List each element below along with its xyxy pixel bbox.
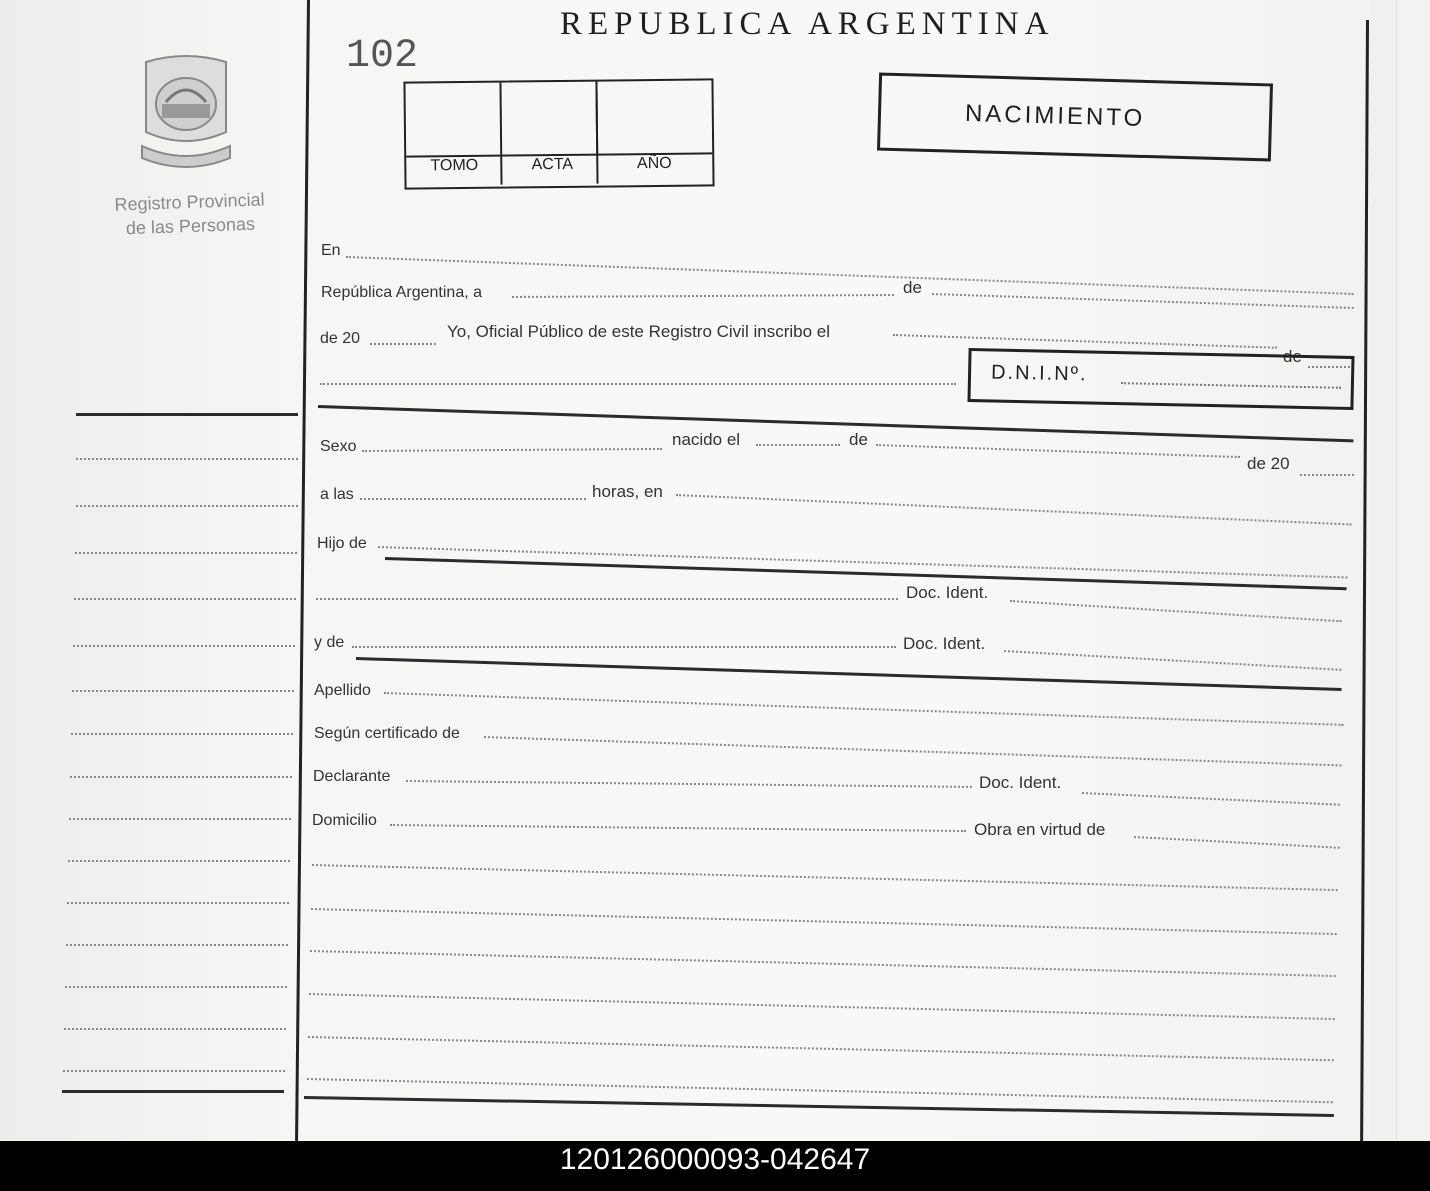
page-edge-shadow [1396, 0, 1430, 1141]
dni-box [967, 348, 1354, 410]
label-de20-birth: de 20 [1247, 454, 1290, 473]
grid-divider [595, 82, 598, 184]
sidebar-line [67, 902, 289, 904]
label-inscribo: Yo, Oficial Público de este Registro Civil inscribo el [447, 322, 830, 341]
field-birth-place[interactable] [676, 494, 1351, 525]
field-doc-ident-3[interactable] [1082, 792, 1340, 806]
label-horas: horas, en [592, 482, 663, 501]
main-left-border [295, 0, 310, 1141]
field-sexo[interactable] [362, 448, 662, 452]
label-domicilio: Domicilio [312, 812, 377, 829]
sidebar-rule-top [76, 413, 298, 416]
sidebar-line [66, 944, 288, 946]
field-declarante[interactable] [406, 780, 972, 788]
dni-label: D.N.I.Nº. [990, 361, 1088, 386]
label-alas: a las [320, 486, 354, 503]
sidebar-line [75, 552, 297, 554]
label-y-de: y de [314, 634, 345, 651]
sidebar-line [73, 645, 295, 647]
sidebar-rule-bottom [62, 1090, 284, 1093]
sidebar-line [74, 598, 296, 600]
field-notes-line[interactable] [312, 864, 1338, 891]
field-month[interactable] [932, 293, 1354, 309]
anio-label: AÑO [636, 154, 672, 173]
dni-field[interactable] [1121, 382, 1341, 389]
label-republica: República Argentina, a [321, 284, 482, 301]
label-declarante: Declarante [313, 768, 391, 785]
country-title: REPUBLICA ARGENTINA [560, 6, 1055, 42]
label-de20: de 20 [320, 330, 361, 347]
registry-name [103, 187, 277, 241]
registry-line-1: Registro Provincial [114, 189, 265, 215]
sidebar-line [69, 818, 291, 820]
label-doc-ident-3: Doc. Ident. [979, 773, 1062, 792]
field-notes-line[interactable] [311, 908, 1337, 935]
sidebar-line [70, 776, 292, 778]
tomo-label: TOMO [430, 156, 479, 175]
field-inscription-3[interactable] [320, 383, 956, 385]
sidebar-line [65, 986, 287, 988]
field-domicilio[interactable] [390, 824, 966, 832]
grid-divider [500, 155, 502, 185]
field-doc-ident-1[interactable] [1010, 600, 1342, 622]
label-obra: Obra en virtud de [974, 820, 1106, 839]
field-birth-year[interactable] [1300, 474, 1354, 476]
sidebar-line [76, 505, 298, 507]
field-year[interactable] [370, 343, 436, 345]
sidebar-line [63, 1070, 285, 1072]
field-notes-line[interactable] [309, 993, 1335, 1020]
section-rule [318, 405, 1354, 442]
field-notes-line[interactable] [310, 950, 1336, 977]
record-reference-grid [403, 78, 714, 189]
label-segun: Según certificado de [314, 725, 460, 742]
sidebar-line [76, 458, 298, 460]
label-nacido: nacido el [672, 430, 741, 449]
scan-code: 120126000093-042647 [559, 1143, 871, 1176]
acta-cell [501, 82, 598, 155]
field-birth-day[interactable] [756, 444, 840, 446]
label-de-month: de [903, 278, 922, 297]
record-type-box [877, 73, 1273, 162]
label-apellido: Apellido [314, 682, 371, 699]
field-certificado[interactable] [484, 736, 1342, 766]
sidebar-line [64, 1028, 286, 1030]
field-day[interactable] [512, 294, 894, 298]
field-inscription[interactable] [893, 334, 1277, 349]
field-en[interactable] [346, 256, 1353, 295]
main-right-border [1360, 20, 1369, 1141]
label-doc-ident-1: Doc. Ident. [906, 583, 989, 602]
acta-label: ACTA [531, 155, 574, 174]
label-de-inscription: de [1283, 347, 1302, 366]
sidebar-line [68, 860, 290, 862]
tomo-cell [405, 83, 502, 156]
field-obra[interactable] [1134, 836, 1340, 849]
label-hijo: Hijo de [317, 535, 367, 552]
sidebar-line [71, 733, 293, 735]
field-doc-ident-2[interactable] [1004, 650, 1342, 671]
label-de-birth: de [849, 430, 868, 449]
field-parent-1-cont[interactable] [316, 598, 898, 600]
field-parent-2[interactable] [352, 646, 896, 648]
field-birth-month[interactable] [876, 444, 1240, 458]
field-apellido[interactable] [384, 692, 1344, 726]
record-type-label: NACIMIENTO [964, 99, 1146, 132]
form-number: 102 [346, 34, 419, 79]
sidebar-line [72, 690, 294, 692]
label-doc-ident-2: Doc. Ident. [903, 634, 986, 653]
label-sexo: Sexo [320, 438, 357, 455]
field-hour[interactable] [360, 498, 586, 500]
provincial-seal-icon [136, 54, 236, 172]
label-en: En [321, 242, 341, 259]
registry-line-2: de las Personas [125, 213, 256, 239]
field-notes-line[interactable] [308, 1036, 1334, 1061]
scan-footer [0, 1141, 1430, 1191]
